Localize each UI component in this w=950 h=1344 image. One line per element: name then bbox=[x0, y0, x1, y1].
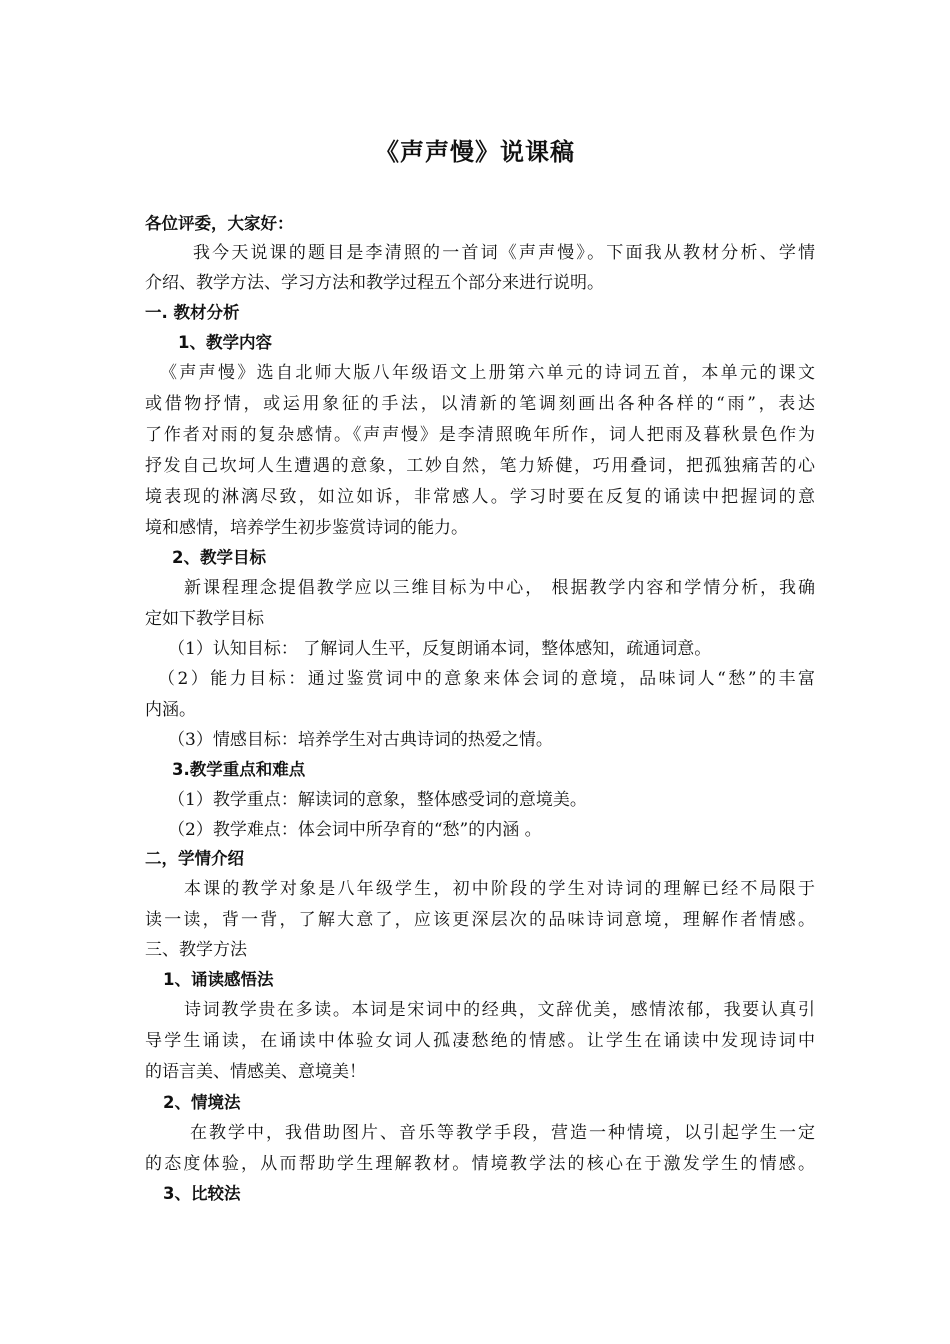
subheading-3-1: 1、诵读感悟法 bbox=[163, 970, 274, 989]
paragraph-5-line-1: 在教学中，我借助图片、音乐等教学手段，营造一种情境，以引起学生一定 bbox=[190, 1123, 815, 1143]
paragraph-1-line-6: 境和感情，培养学生初步鉴赏诗词的能力。 bbox=[145, 518, 468, 538]
goal-2-line-1: （2）能力目标：通过鉴赏词中的意象来体会词的意境，品味词人“愁”的丰富 bbox=[158, 669, 815, 689]
paragraph-2-line-1: 新课程理念提倡教学应以三维目标为中心， 根据教学内容和学情分析，我确 bbox=[184, 578, 815, 598]
paragraph-1-line-2: 或借物抒情，或运用象征的手法，以清新的笔调刻画出各种各样的“雨”，表达 bbox=[145, 394, 815, 414]
paragraph-5-line-2: 的态度体验，从而帮助学生理解教材。情境教学法的核心在于激发学生的情感。 bbox=[145, 1154, 815, 1174]
section-heading-1: 一. 教材分析 bbox=[145, 303, 240, 322]
intro-line-2: 介绍、教学方法、学习方法和教学过程五个部分来进行说明。 bbox=[145, 273, 604, 293]
paragraph-3-line-2: 读一读，背一背，了解大意了，应该更深层次的品味诗词意境，理解作者情感。 bbox=[145, 910, 815, 930]
paragraph-1-line-1: 《声声慢》选自北师大版八年级语文上册第六单元的诗词五首，本单元的课文 bbox=[160, 363, 815, 383]
difficult-point: （2）教学难点：体会词中所孕育的“愁”的内涵 。 bbox=[168, 820, 542, 840]
key-point: （1）教学重点：解读词的意象，整体感受词的意境美。 bbox=[168, 790, 587, 810]
subheading-1-3: 3.教学重点和难点 bbox=[172, 760, 306, 779]
paragraph-4-line-2: 导学生诵读，在诵读中体验女词人孤凄愁绝的情感。让学生在诵读中发现诗词中 bbox=[145, 1031, 815, 1051]
subheading-3-3: 3、比较法 bbox=[163, 1184, 241, 1203]
subheading-3-2: 2、情境法 bbox=[163, 1093, 241, 1112]
paragraph-1-line-4: 抒发自己坎坷人生遭遇的意象，工妙自然，笔力矫健，巧用叠词，把孤独痛苦的心 bbox=[145, 456, 815, 476]
subheading-1-2: 2、教学目标 bbox=[172, 548, 266, 567]
paragraph-1-line-3: 了作者对雨的复杂感情。《声声慢》是李清照晚年所作，词人把雨及暮秋景色作为 bbox=[145, 425, 815, 445]
goal-2-line-2: 内涵。 bbox=[145, 700, 196, 720]
intro-line-1: 我今天说课的题目是李清照的一首词《声声慢》。下面我从教材分析、学情 bbox=[193, 243, 815, 263]
document-title: 《声声慢》说课稿 bbox=[375, 138, 575, 166]
paragraph-4-line-1: 诗词教学贵在多读。本词是宋词中的经典，文辞优美，感情浓郁，我要认真引 bbox=[184, 1000, 815, 1020]
paragraph-1-line-5: 境表现的淋漓尽致，如泣如诉，非常感人。学习时要在反复的诵读中把握词的意 bbox=[145, 487, 815, 507]
paragraph-3-line-1: 本课的教学对象是八年级学生，初中阶段的学生对诗词的理解已经不局限于 bbox=[184, 879, 815, 899]
paragraph-4-line-3: 的语言美、情感美、意境美！ bbox=[145, 1062, 366, 1082]
goal-3: （3）情感目标：培养学生对古典诗词的热爱之情。 bbox=[168, 730, 553, 750]
section-heading-3: 三、教学方法 bbox=[145, 940, 247, 960]
section-heading-2: 二，学情介绍 bbox=[145, 849, 244, 868]
subheading-1-1: 1、教学内容 bbox=[178, 333, 272, 352]
paragraph-2-line-2: 定如下教学目标 bbox=[145, 609, 264, 629]
goal-1: （1）认知目标： 了解词人生平，反复朗诵本词，整体感知，疏通词意。 bbox=[168, 639, 712, 659]
greeting: 各位评委，大家好： bbox=[145, 214, 294, 233]
